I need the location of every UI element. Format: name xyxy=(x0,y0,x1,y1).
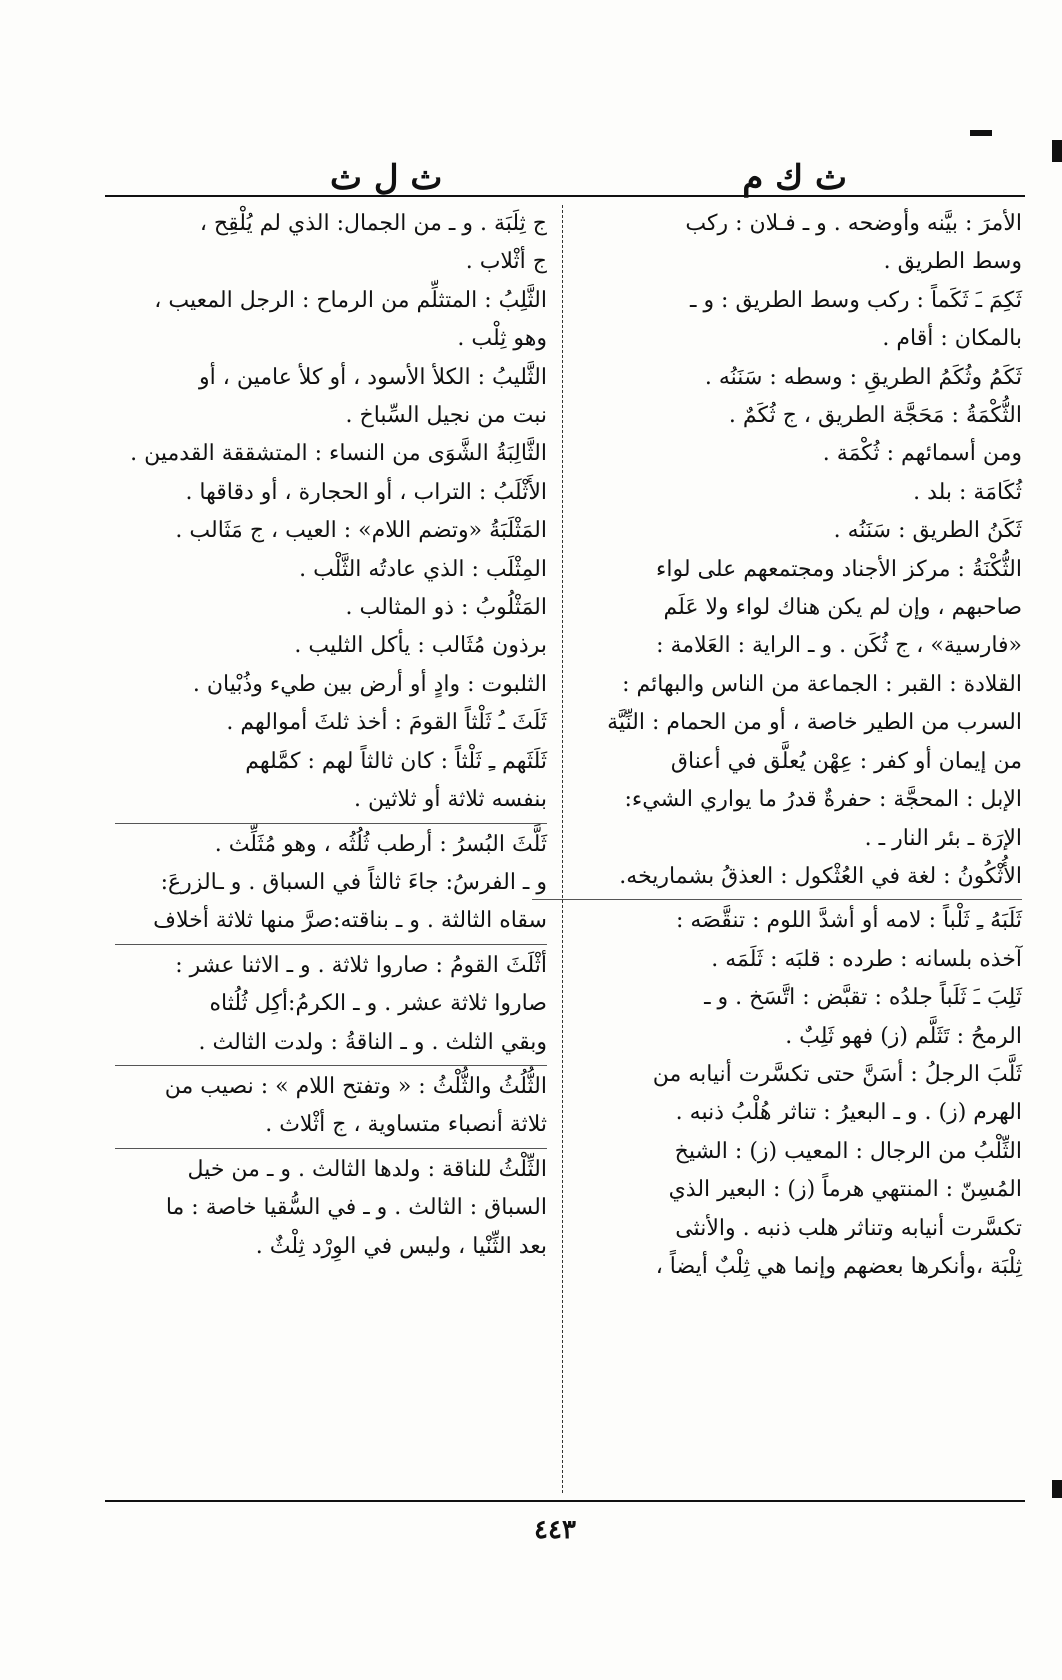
entry-line: المُسِنّ : المنتهي هرماً (ز) : البعير الذي xyxy=(668,1177,1022,1203)
entry-line: بعد الثِّنْيا ، وليس في الوِرْد ثِلْثٌ . xyxy=(255,1233,547,1259)
entry-line: ومن أسمائهم : ثُكْمَة . xyxy=(822,441,1022,467)
entry-line: المَثْلَبَةُ «وتضم اللام» : العيب ، ج مَثَالب . xyxy=(175,518,547,544)
entry-line: و ـ الفرسُ: جاءَ ثالثاً في السباق . و ـالزرعَ: xyxy=(160,869,547,895)
entry-line: ج أثْلاب . xyxy=(465,249,547,275)
entry-line: الثَّالِبَةُ الشَّوَى من النساء : المتشققة القدمين . xyxy=(130,441,547,467)
entry-line: القلادة : القبر : الجماعة من الناس والبهائم : xyxy=(622,671,1022,697)
entry-line: بالمكان : أقام . xyxy=(882,326,1022,352)
entry-line: وسط الطريق . xyxy=(883,249,1022,275)
left-column xyxy=(115,205,547,1266)
entry-line: ثَلَبَهُ ـِ ثَلْباً : لامه أو أشدَّ اللوم : تنقَّصَه : xyxy=(532,899,1022,940)
entry-line: برذون مُثَالب : يأكل الثليب . xyxy=(294,633,547,659)
entry-line: ثلاثة أنصباء متساوية ، ج أثْلاث . xyxy=(265,1112,547,1138)
entry-line: نبت من نجيل السِّباخ . xyxy=(345,403,547,429)
entry-line: أثْلَثَ القومُ : صاروا ثلاثة . و ـ الاثنا عشر : xyxy=(115,944,547,985)
entry-line: المَثْلُوبُ : ذو المثالب . xyxy=(345,595,547,621)
entry-line: من إيمان أو كفر : عِهْن يُعلَّق في أعناق xyxy=(670,748,1022,774)
ink-blot-edge-top xyxy=(1052,140,1062,162)
entry-line: ثَكَنُ الطريق : سَنَنُه . xyxy=(833,518,1022,544)
entry-line: ثَكِمَ ـَ ثَكَماً : ركب وسط الطريق : و ـ xyxy=(690,287,1022,313)
entry-line: الثِّلْبُ من الرجال : المعيب (ز) : الشيخ xyxy=(674,1138,1022,1164)
right-column xyxy=(532,205,1022,1286)
entry-line: ثُكَامَة : بلد . xyxy=(913,479,1022,505)
right-header-root: ث ك م xyxy=(742,158,847,198)
entry-line: الإرَة ـ بئر النار ـ . xyxy=(864,825,1022,851)
entry-line: الثِّلْثُ للناقة : ولدها الثالث . و ـ من خيل xyxy=(115,1148,547,1189)
entry-line: السرب من الطير خاصة ، أو من الحمام : النِّيَّة xyxy=(607,710,1022,736)
entry-line: الأُثْكُونُ : لغة في العُثْكول : العذقُ بشماريخه. xyxy=(619,863,1022,889)
entry-line: الثلبوت : وادٍ أو أرض بين طيء وذُبْيان . xyxy=(192,671,547,697)
ink-blot-top xyxy=(970,130,992,136)
entry-line: الثَّليبُ : الكلأ الأسود ، أو كلأ عامين ، أو xyxy=(199,364,547,390)
page-number: ٤٤٣ xyxy=(534,1515,576,1545)
entry-line: الإبل : المحجَّة : حفرةٌ قدرُ ما يواري الشيء: xyxy=(624,787,1022,813)
entry-line: المِثْلَب : الذي عادتُه الثَّلْب . xyxy=(299,556,547,582)
entry-line: ثَلِبَ ـَ ثَلَباً جلدُه : تقبَّض : اتَّسَخ . و ـ xyxy=(704,985,1022,1011)
entry-line: ثِلْبَة ،وأنكرها بعضهم وإنما هي ثِلْبٌ أيضاً ، xyxy=(655,1253,1022,1279)
ink-blot-edge-bottom xyxy=(1052,1480,1062,1498)
entry-line: وهو ثِلْب . xyxy=(457,326,547,352)
entry-line: ثَكَمُ وثُكَمُ الطريقِ : وسطه : سَنَنُه . xyxy=(704,364,1022,390)
entry-line: تكسَّرت أنيابه وتناثر هلب ذنبه . والأنثى xyxy=(675,1215,1022,1241)
entry-line: الهرم (ز) . و ـ البعيرُ : تناثر هُلْبُ ذنبه . xyxy=(675,1100,1022,1126)
header-rule xyxy=(105,195,1025,197)
entry-line: بنفسه ثلاثة أو ثلاثين . xyxy=(354,787,547,813)
entry-line: وبقي الثلث . و ـ الناقةُ : ولدت الثالث . xyxy=(198,1029,547,1055)
entry-line: ثَلَثَهم ـِ ثَلْثاً : كان ثالثاً لهم : كمَّلهم xyxy=(245,748,547,774)
entry-line: ثَلَّثَ البُسرُ : أرطب ثُلُثُه ، وهو مُثَلِّث . xyxy=(115,823,547,864)
entry-line: صاحبهم ، وإن لم يكن هناك لواء ولا عَلَم xyxy=(663,595,1022,621)
entry-line: الثُّكْمَةُ : مَحَجَّة الطريق ، ج ثُكَمٌ . xyxy=(728,403,1022,429)
entry-line: ثَلَثَ ـُ ثَلْثاً القومَ : أخذ ثلثَ أموالهم . xyxy=(226,710,547,736)
entry-line: السباق : الثالث . و ـ في السُّقيا خاصة : ما xyxy=(165,1195,547,1221)
entry-line: صاروا ثلاثة عشر . و ـ الكرمُ:أكِل ثُلُثاه xyxy=(209,991,547,1017)
entry-line: «فارسية» ، ج ثُكَن . و ـ الراية : العَلامة : xyxy=(656,633,1022,659)
entry-line: آخذه بلسانه : طرده : قلبَه : ثَلَمَه . xyxy=(711,946,1022,972)
left-header-root: ث ل ث xyxy=(330,158,443,198)
entry-line: الثَّلِبُ : المتثلِّم من الرماح : الرجل المعيب ، xyxy=(154,287,547,313)
entry-line: الثُّكْنَةُ : مركز الأجناد ومجتمعهم على لواء xyxy=(656,556,1022,582)
entry-line: الرمحُ : تَثَلَّم (ز) فهو ثَلِبٌ . xyxy=(785,1023,1022,1049)
entry-line: الثُّلُثُ والثُّلْثُ : « وتفتح اللام » : نصيب من xyxy=(115,1065,547,1106)
footer-rule xyxy=(105,1500,1025,1502)
entry-line: سقاه الثالثة . و ـ بناقته:صرَّ منها ثلاثة أخلاف xyxy=(153,908,547,934)
entry-line: الأمرَ : بيَّنه وأوضحه . و ـ فـلان : ركب xyxy=(685,211,1022,236)
entry-line: الأَثْلَبُ : التراب ، أو الحجارة ، أو دقاقها . xyxy=(185,479,547,505)
entry-line: ثَلَّبَ الرجلُ : أسَنَّ حتى تكسَّرت أنيابه من xyxy=(652,1061,1022,1087)
entry-line: ج ثِلَبَة . و ـ من الجمال: الذي لم يُلْقِح ، xyxy=(199,211,547,236)
